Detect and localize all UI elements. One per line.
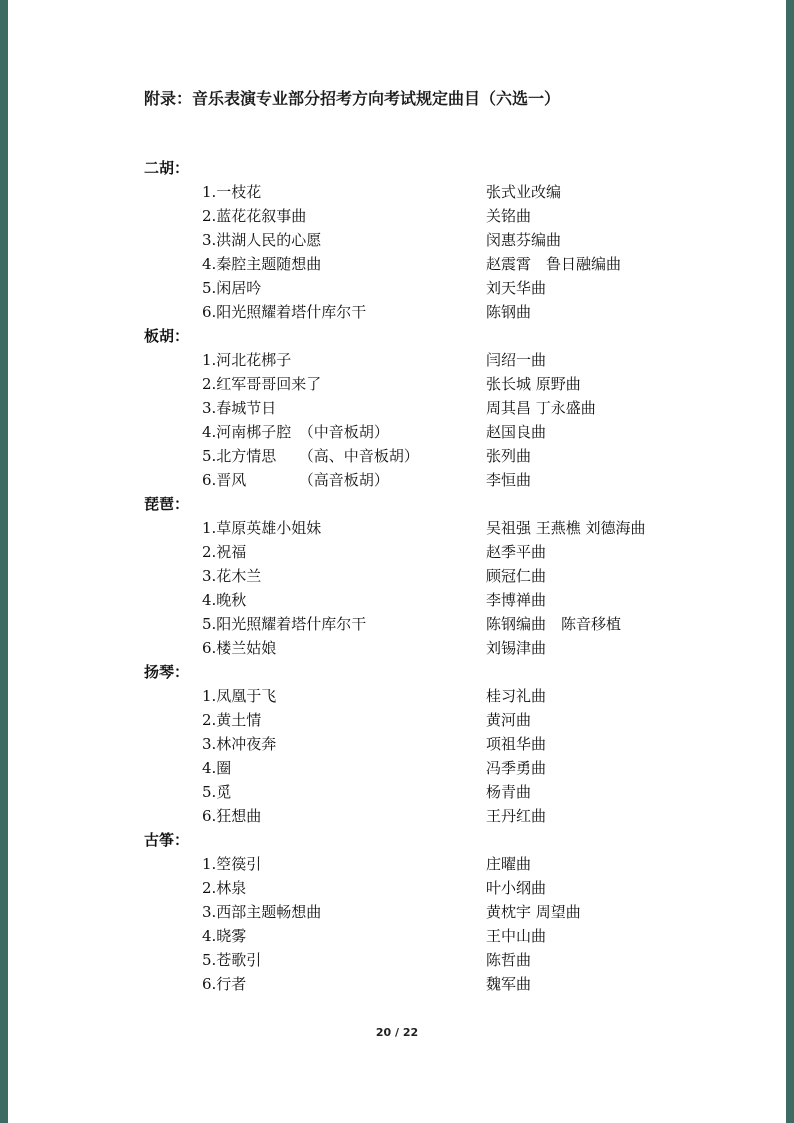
composer-credit: 庄曜曲 [486,855,532,873]
list-item [144,780,704,804]
composer-credit: 王丹红曲 [486,807,547,825]
composer-credit: 魏军曲 [486,975,532,993]
piece-title: 4.晚秋 [202,591,247,609]
piece-title: 1.草原英雄小姐妹 [202,519,322,537]
composer-credit: 冯季勇曲 [486,759,547,777]
composer-credit: 陈钢编曲 陈音移植 [486,615,622,633]
piece-title: 5.觅 [202,783,232,801]
piece-title: 2.祝福 [202,543,247,561]
repertoire-list [144,156,704,996]
list-item [144,876,704,900]
list-item [144,612,704,636]
piece-title: 4.圈 [202,759,232,777]
composer-credit: 陈哲曲 [486,951,532,969]
piece-title: 5.北方情思 （高、中音板胡） [202,447,419,465]
composer-credit: 刘锡津曲 [486,639,547,657]
composer-credit: 闵惠芬编曲 [486,231,562,249]
list-item [144,180,704,204]
composer-credit: 张式业改编 [486,183,562,201]
piece-title: 3.林冲夜奔 [202,735,277,753]
list-item [144,228,704,252]
piece-title: 1.箜篌引 [202,855,262,873]
piece-title: 6.狂想曲 [202,807,262,825]
piece-title: 2.蓝花花叙事曲 [202,207,307,225]
piece-title: 2.林泉 [202,879,247,897]
composer-credit: 黄枕宇 周望曲 [486,903,581,921]
composer-credit: 张列曲 [486,447,532,465]
list-item [144,372,704,396]
composer-credit: 赵震霄 鲁日融编曲 [486,255,622,273]
composer-credit: 张长城 原野曲 [486,375,581,393]
piece-title: 3.花木兰 [202,567,262,585]
composer-credit: 李博禅曲 [486,591,547,609]
composer-credit: 桂习礼曲 [486,687,547,705]
piece-title: 3.洪湖人民的心愿 [202,231,322,249]
piece-title: 5.闲居吟 [202,279,262,297]
list-item [144,804,704,828]
list-item [144,564,704,588]
list-item [144,708,704,732]
composer-credit: 叶小纲曲 [486,879,547,897]
piece-title: 1.一枝花 [202,183,262,201]
piece-title: 3.春城节日 [202,399,277,417]
piece-title: 6.晋风 （高音板胡） [202,471,389,489]
composer-credit: 黄河曲 [486,711,532,729]
document-page [8,0,786,1123]
piece-title: 6.阳光照耀着塔什库尔干 [202,303,367,321]
section-title: 扬琴： [144,663,190,681]
piece-title: 4.河南梆子腔 （中音板胡） [202,423,389,441]
composer-credit: 周其昌 丁永盛曲 [486,399,596,417]
list-item [144,924,704,948]
composer-credit: 陈钢曲 [486,303,532,321]
list-item [144,516,704,540]
composer-credit: 王中山曲 [486,927,547,945]
list-item [144,756,704,780]
list-item [144,948,704,972]
list-item [144,348,704,372]
page-number: 20 / 22 [375,1026,419,1039]
piece-title: 3.西部主题畅想曲 [202,903,322,921]
list-item [144,852,704,876]
list-item [144,588,704,612]
piece-title: 4.秦腔主题随想曲 [202,255,322,273]
composer-credit: 项祖华曲 [486,735,547,753]
piece-title: 6.楼兰姑娘 [202,639,277,657]
section-title: 二胡： [144,159,190,177]
piece-title: 2.黄土情 [202,711,262,729]
list-item [144,252,704,276]
list-item [144,276,704,300]
composer-credit: 赵国良曲 [486,423,547,441]
list-item [144,900,704,924]
section-title: 古筝： [144,831,190,849]
composer-credit: 闫绍一曲 [486,351,547,369]
composer-credit: 赵季平曲 [486,543,547,561]
section-title: 板胡： [144,327,190,345]
list-item [144,444,704,468]
list-item [144,204,704,228]
list-item [144,684,704,708]
list-item [144,396,704,420]
list-item [144,300,704,324]
piece-title: 4.晓雾 [202,927,247,945]
list-item [144,468,704,492]
composer-credit: 刘天华曲 [486,279,547,297]
composer-credit: 关铭曲 [486,207,532,225]
page-title: 附录：音乐表演专业部分招考方向考试规定曲目（六选一） [144,89,561,108]
list-item [144,540,704,564]
piece-title: 2.红军哥哥回来了 [202,375,322,393]
list-item [144,732,704,756]
section-title: 琵琶： [144,495,190,513]
piece-title: 1.凤凰于飞 [202,687,277,705]
composer-credit: 李恒曲 [486,471,532,489]
composer-credit: 杨青曲 [486,783,532,801]
composer-credit: 顾冠仁曲 [486,567,547,585]
piece-title: 5.阳光照耀着塔什库尔干 [202,615,367,633]
piece-title: 6.行者 [202,975,247,993]
composer-credit: 吴祖强 王燕樵 刘德海曲 [486,519,646,537]
list-item [144,972,704,996]
piece-title: 5.苍歌引 [202,951,262,969]
list-item [144,636,704,660]
list-item [144,420,704,444]
piece-title: 1.河北花梆子 [202,351,292,369]
